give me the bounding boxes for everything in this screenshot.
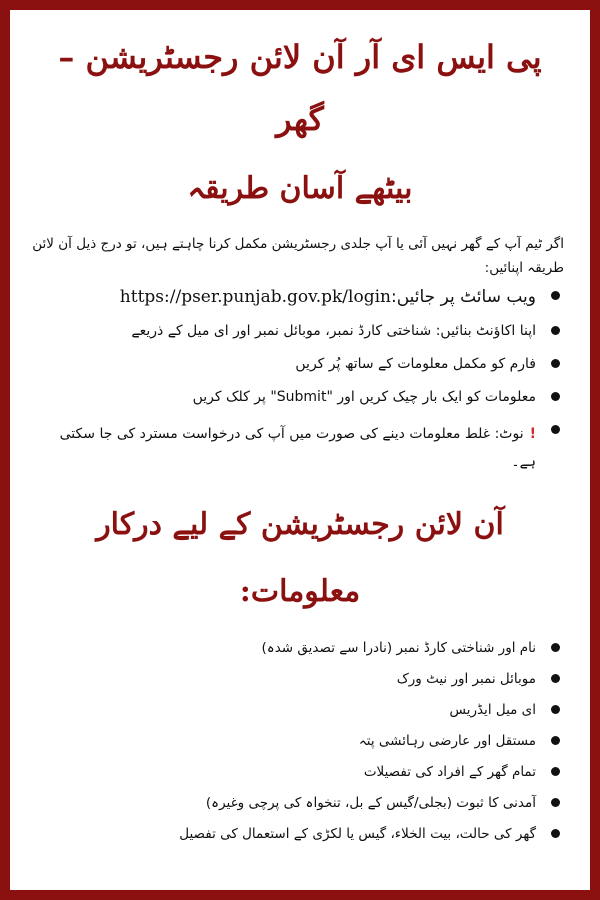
bullet-icon bbox=[551, 392, 560, 401]
requirements-section bbox=[32, 490, 568, 844]
list-item bbox=[32, 824, 562, 844]
list-item bbox=[32, 286, 562, 308]
step-text: معلومات کو ایک بار چیک کریں اور "Submit" پر کلک کریں bbox=[192, 389, 536, 405]
bullet-icon bbox=[551, 326, 560, 335]
bullet-icon bbox=[551, 736, 560, 745]
requirement-text: آمدنی کا ثبوت (بجلی/گیس کے بل، تنخواہ کی پرچی وغیرہ) bbox=[205, 795, 536, 811]
requirement-text: نام اور شناختی کارڈ نمبر (نادرا سے تصدیق شدہ) bbox=[261, 640, 536, 656]
bullet-icon bbox=[551, 643, 560, 652]
requirement-text: مستقل اور عارضی رہائشی پتہ bbox=[358, 733, 536, 749]
website-link[interactable]: https://pser.punjab.gov.pk/login bbox=[119, 287, 391, 307]
list-item bbox=[32, 700, 562, 720]
bullet-icon bbox=[551, 674, 560, 683]
exclamation-icon: ! bbox=[529, 426, 536, 442]
step-label: ویب سائٹ پر جائیں: bbox=[390, 287, 536, 307]
bullet-icon bbox=[551, 705, 560, 714]
list-item bbox=[32, 321, 562, 341]
page-title-line1: پی ایس ای آر آن لائن رجسٹریشن – گھر bbox=[58, 38, 542, 138]
section-heading-line2: معلومات: bbox=[239, 574, 361, 609]
steps-list bbox=[32, 286, 568, 476]
list-item bbox=[32, 638, 562, 658]
requirement-text: تمام گھر کے افراد کی تفصیلات bbox=[363, 764, 536, 780]
bullet-icon bbox=[551, 291, 560, 300]
list-item bbox=[32, 387, 562, 407]
requirement-text: ای میل ایڈریس bbox=[449, 702, 536, 718]
article bbox=[10, 10, 590, 844]
step-text: اپنا اکاؤنٹ بنائیں: شناختی کارڈ نمبر، موبائل نمبر اور ای میل کے ذریعے bbox=[131, 323, 536, 339]
intro-text: اگر ٹیم آپ کے گھر نہیں آئی یا آپ جلدی رجسٹریشن مکمل کرنا چاہتے ہیں، تو درج ذیل آن لائن طریقہ اپنائیں: bbox=[32, 236, 564, 276]
requirement-text: موبائل نمبر اور نیٹ ورک bbox=[396, 671, 536, 687]
list-item bbox=[32, 793, 562, 813]
requirement-text: گھر کی حالت، بیت الخلاء، گیس یا لکڑی کے استعمال کی تفصیل bbox=[179, 826, 536, 842]
page-title-line2: بیٹھے آسان طریقہ bbox=[187, 171, 413, 206]
list-item bbox=[32, 762, 562, 782]
bullet-icon bbox=[551, 359, 560, 368]
step-text: فارم کو مکمل معلومات کے ساتھ پُر کریں bbox=[295, 356, 536, 372]
page-frame bbox=[10, 10, 590, 890]
list-item bbox=[32, 731, 562, 751]
list-item bbox=[32, 669, 562, 689]
bullet-icon bbox=[551, 767, 560, 776]
bullet-icon bbox=[551, 829, 560, 838]
note-item bbox=[32, 420, 562, 476]
section-heading-line1: آن لائن رجسٹریشن کے لیے درکار bbox=[96, 507, 504, 542]
list-item bbox=[32, 354, 562, 374]
bullet-icon bbox=[551, 425, 560, 434]
bullet-icon bbox=[551, 798, 560, 807]
note-text: نوٹ: غلط معلومات دینے کی صورت میں آپ کی درخواست مسترد کی جا سکتی ہے۔ bbox=[59, 426, 536, 470]
requirements-list bbox=[32, 638, 568, 844]
